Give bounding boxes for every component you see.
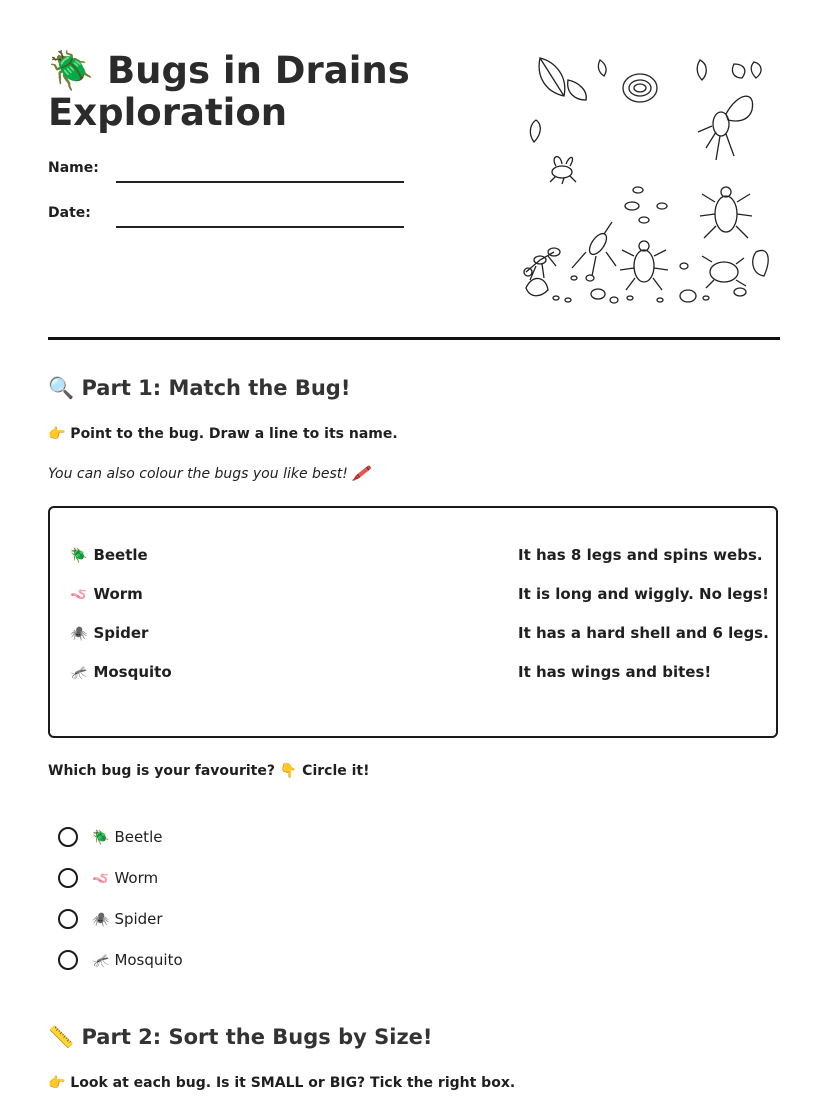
favourite-option-mosquito[interactable]: [58, 948, 183, 972]
leaf-icon: [530, 120, 540, 142]
favourite-option-beetle[interactable]: [58, 825, 162, 849]
part2-heading: 📏 Part 2: Sort the Bugs by Size!: [48, 1025, 433, 1049]
title-line-1: Bugs in Drains: [106, 49, 410, 92]
name-write-line[interactable]: [116, 181, 404, 183]
bug-illustration: [516, 52, 778, 310]
spider-icon: 🕷️: [92, 912, 110, 928]
leaf-icon: [732, 64, 744, 78]
match-box[interactable]: [48, 506, 778, 738]
favourite-question: Which bug is your favourite? 👇 Circle it!: [48, 763, 370, 779]
title-line-2: Exploration: [48, 91, 288, 134]
part2-instruction: 👉 Look at each bug. Is it SMALL or BIG? Tick the right box.: [48, 1075, 516, 1091]
bug-name-label: Spider: [93, 624, 149, 642]
radio-circle[interactable]: [58, 868, 78, 888]
part1-instruction: 👉 Point to the bug. Draw a line to its name.: [48, 426, 398, 442]
part1-heading: 🔍 Part 1: Match the Bug!: [48, 376, 351, 400]
beetle-icon: [715, 196, 737, 232]
match-bug-spider[interactable]: [70, 624, 148, 642]
favourite-option-spider[interactable]: [58, 907, 163, 931]
match-description[interactable]: It has a hard shell and 6 legs.: [518, 624, 769, 642]
drain-icon: [623, 74, 657, 102]
option-label: Spider: [114, 910, 163, 928]
radio-circle[interactable]: [58, 909, 78, 929]
beetle-icon: 🪲: [48, 49, 95, 92]
match-description[interactable]: It has wings and bites!: [518, 663, 712, 681]
date-label: Date:: [48, 205, 91, 221]
leaf-icon: [568, 80, 587, 100]
option-label: Beetle: [114, 828, 163, 846]
match-bug-worm[interactable]: [70, 585, 143, 603]
leaf-icon: [753, 250, 768, 276]
match-description[interactable]: It has 8 legs and spins webs.: [518, 546, 763, 564]
mosquito-icon: 🦟: [70, 665, 88, 681]
favourite-option-worm[interactable]: [58, 866, 158, 890]
bug-name-label: Mosquito: [93, 663, 172, 681]
beetle-icon: 🪲: [92, 830, 110, 846]
radio-circle[interactable]: [58, 827, 78, 847]
leaf-icon: [526, 278, 548, 295]
worm-icon: 🪱: [92, 871, 110, 887]
option-label: Worm: [114, 869, 159, 887]
date-write-line[interactable]: [116, 226, 404, 228]
leaf-icon: [598, 60, 606, 76]
beetle-icon: 🪲: [70, 548, 88, 564]
spider-icon: 🕷️: [70, 626, 88, 642]
ladybird-icon: [710, 262, 738, 282]
match-description[interactable]: It is long and wiggly. No legs!: [518, 585, 769, 603]
bug-name-label: Beetle: [93, 546, 148, 564]
leaf-icon: [697, 60, 706, 80]
name-label: Name:: [48, 160, 99, 176]
radio-circle[interactable]: [58, 950, 78, 970]
option-label: Mosquito: [114, 951, 183, 969]
section-divider: [48, 337, 780, 340]
match-bug-beetle[interactable]: [70, 546, 148, 564]
part1-note: You can also colour the bugs you like best! 🖍️: [48, 466, 370, 482]
match-bug-mosquito[interactable]: [70, 663, 172, 681]
mosquito-icon: 🦟: [92, 953, 110, 969]
worm-icon: 🪱: [70, 587, 88, 603]
ground-beetle-icon: [634, 250, 654, 282]
bug-name-label: Worm: [93, 585, 143, 603]
worksheet-title: [48, 50, 448, 134]
